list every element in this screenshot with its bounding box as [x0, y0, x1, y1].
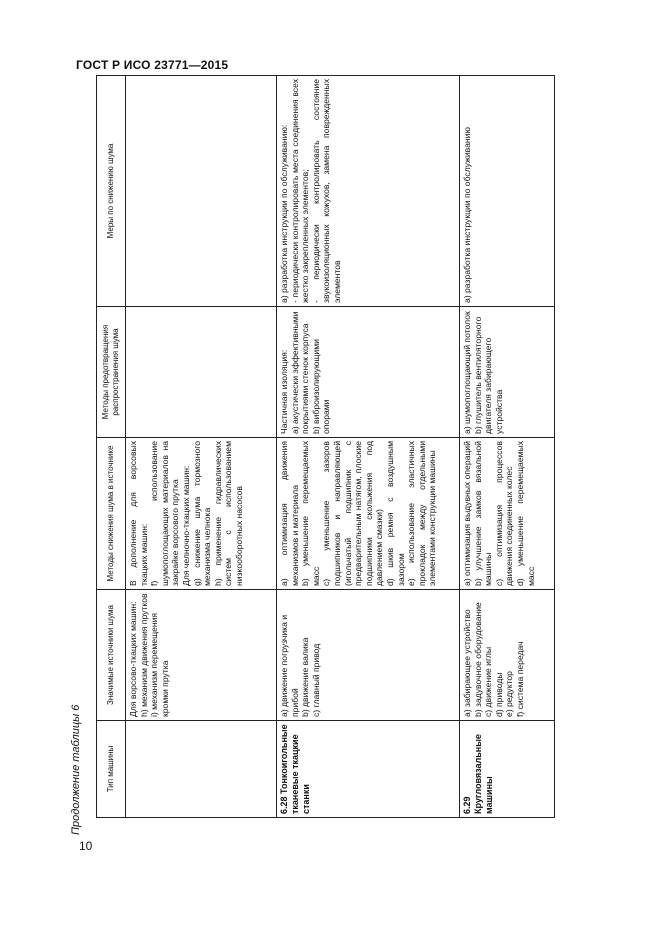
source-item: d) приводы: [493, 672, 504, 717]
table-header-row: [97, 76, 126, 818]
cell-measures: [460, 76, 555, 307]
cell-measures: [277, 76, 460, 307]
measure-item: - периодически контролировать места соединения всех жестко закрепленных элементов;: [289, 79, 311, 303]
measure-item: a) разработка инструкции по обслуживанию:: [279, 124, 289, 303]
method-item: d) шкив ремня с воздушным зазором: [384, 441, 406, 586]
cell-transmission: [277, 307, 460, 438]
table-row: [277, 76, 460, 818]
source-item: b) движение валика: [300, 637, 311, 717]
cell-transmission: [126, 307, 277, 438]
source-item: c) движение иглы: [483, 646, 494, 717]
table-row: [460, 76, 555, 818]
col-header-sources: Значимые источники шума: [97, 590, 126, 721]
source-item: f) система передач: [514, 641, 525, 717]
method-item: h) применение гидравлических систем с использованием низкооборотных насосов: [212, 441, 244, 586]
method-item: c) уменьшение зазоров подшипников и направляющей (игольчатый подшипник с предварительным натягом, плоские подшипники скольжения под давлением смазки): [321, 441, 385, 586]
method-item: a) оптимизация выдувных операций: [462, 441, 472, 586]
cell-transmission: [460, 307, 555, 438]
source-item: c) главный привод: [310, 643, 321, 717]
method-item: Для челночно-ткацких машин:: [180, 465, 191, 586]
method-item: e) использование эластичных прокладок между отдельными элементами конструкции машины: [406, 441, 438, 586]
col-header-methods: Методы снижения шума в источнике: [97, 438, 126, 590]
document-header: ГОСТ Р ИСО 23771—2015: [76, 58, 229, 72]
cell-sources: [126, 590, 277, 721]
table-caption: Продолжение таблицы 6: [70, 704, 82, 835]
method-item: b) уменьшение перемещаемых масс: [300, 441, 321, 586]
cell-methods: [460, 438, 555, 590]
cell-methods: [277, 438, 460, 590]
source-item: b) задувочное оборудование: [472, 602, 483, 717]
table-row: [126, 76, 277, 818]
transmission-item: Частичная изоляция:: [279, 349, 289, 434]
method-item: c) оптимизация процессов движения соединенных колес: [493, 441, 515, 586]
method-item: В дополнение для ворсовых ткацких машин:: [128, 441, 149, 586]
method-item: d) уменьшение перемещаемых масс: [514, 441, 536, 586]
method-item: g) снижение шума тормозного механизма челнока: [191, 441, 213, 586]
transmission-item: a) шумопоглощающий потолок: [462, 311, 472, 434]
page-number: 10: [79, 839, 93, 853]
method-item: b) улучшение замков вязальной машины: [472, 441, 494, 586]
method-item: f) использование шумопоглощающих материалов на закрайке ворсового прутка: [149, 441, 181, 586]
source-item: a) забирающее устройство: [462, 609, 472, 717]
cell-sources: [460, 590, 555, 721]
source-item: i) механизм перемещения кромки прутка: [149, 612, 170, 717]
cell-type: [126, 721, 277, 818]
col-header-transmission: Методы предотвращения распространения шума: [97, 307, 126, 438]
source-item: Для ворсово-ткацких машин:: [128, 601, 138, 717]
transmission-item: a) акустически эффективными покрытиями стенок корпуса: [289, 311, 311, 434]
source-item: e) редуктор: [504, 671, 515, 717]
transmission-item: b) глушитель вентиляторного двигателя забирающего устройства: [472, 316, 504, 434]
rotated-table-wrapper: [96, 79, 538, 818]
cell-type: 6.29 Кругловязальные машины: [460, 721, 555, 818]
source-item: a) движение погрузчика и прибой: [279, 614, 300, 717]
cell-measures: [126, 76, 277, 307]
cell-methods: [126, 438, 277, 590]
col-header-type: Тип машины: [97, 721, 126, 818]
col-header-measures: Меры по снижению шума: [97, 76, 126, 307]
method-item: a) оптимизация движения механизмов и материала: [279, 441, 300, 586]
cell-sources: [277, 590, 460, 721]
transmission-item: b) виброизолирующими опорами: [310, 339, 332, 434]
measure-item: - периодически контролировать состояние звукоизоляционных кожухов, замена поврежденных элементов: [310, 79, 342, 303]
source-item: h) механизм движения прутков: [138, 593, 149, 717]
measure-item: a) разработка инструкции по обслуживанию: [462, 127, 472, 303]
noise-table: [96, 75, 555, 818]
cell-type: 6.28 Тонкоигольные тканевые ткацкие станки: [277, 721, 460, 818]
